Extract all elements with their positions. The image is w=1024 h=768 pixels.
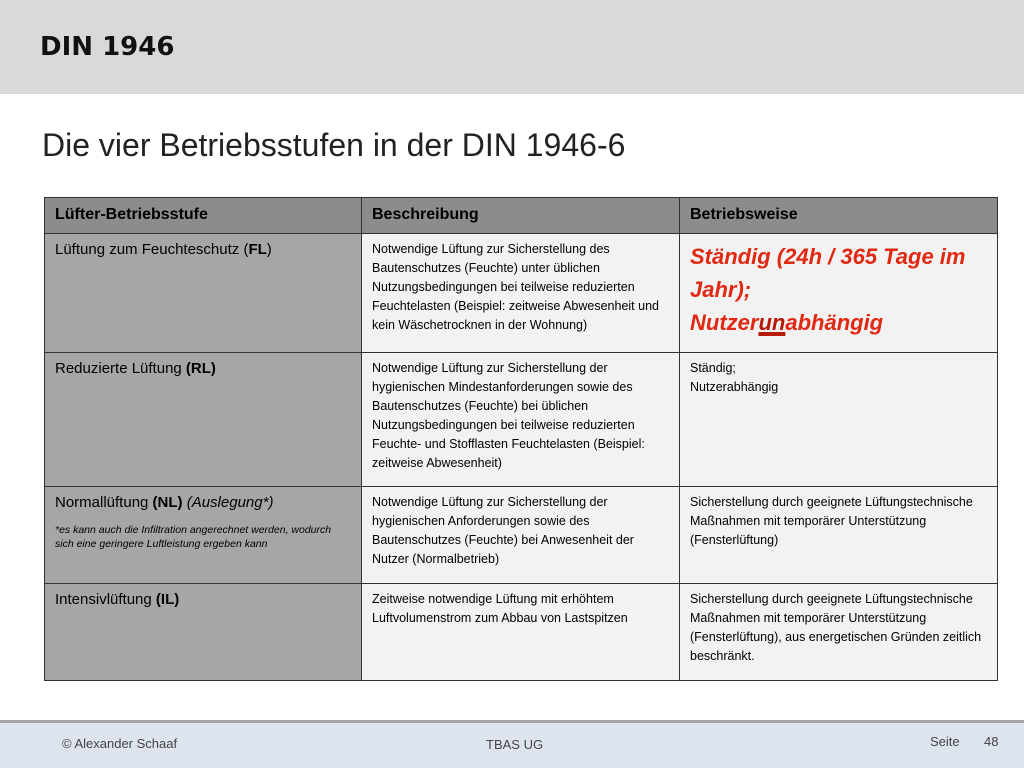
stage-abbr: (NL): [152, 494, 183, 511]
mode-cell: [680, 234, 998, 353]
stage-name: Reduzierte Lüftung: [55, 360, 186, 377]
stage-cell: [45, 584, 362, 681]
stage-abbr: FL: [248, 241, 267, 258]
slide-title: Die vier Betriebsstufen in der DIN 1946-6: [42, 127, 626, 163]
operating-stages-table: [44, 197, 998, 681]
table-row: [45, 487, 998, 584]
stage-name: Lüftung zum Feuchteschutz (: [55, 241, 249, 258]
header-band: [0, 0, 1024, 94]
table-row: [45, 353, 998, 487]
stage-abbr: (RL): [185, 360, 216, 377]
mode-cell: [680, 353, 998, 487]
header-title: DIN 1946: [40, 32, 175, 62]
table-row: [45, 584, 998, 681]
stage-name: Intensivlüftung: [55, 591, 156, 608]
mode-line-2-pre: Nutzer: [690, 310, 759, 335]
stage-footnote: *es kann auch die Infiltration angerechnet werden, wodurch sich eine geringere Luftleistung ergeben kann: [55, 524, 332, 550]
stage-cell: [45, 353, 362, 487]
mode-line-2: Nutzerabhängig: [690, 380, 779, 394]
footer-copyright: © Alexander Schaaf: [62, 736, 178, 751]
description-cell: Notwendige Lüftung zur Sicherstellung der hygienischen Anforderungen sowie des Bautenschutzes (Feuchte) bei Anwesenheit der Nutzer (Normalbetrieb): [362, 487, 680, 584]
footer-page-label: Seite: [930, 734, 960, 749]
stage-paren: (Auslegung*): [182, 494, 274, 511]
mode-line-1: Ständig (24h / 365 Tage im Jahr);: [690, 244, 966, 302]
header-stage: Lüfter-Betriebsstufe: [45, 198, 362, 234]
description-cell: Notwendige Lüftung zur Sicherstellung des Bautenschutzes (Feuchte) unter üblichen Nutzungsbedingungen bei teilweise reduzierten Feuchtelasten (Beispiel: zeitweise Abwesenheit und kein Wäschetrocknen in der Wohnung): [362, 234, 680, 353]
footer-bar: [0, 723, 1024, 768]
stage-cell: [45, 487, 362, 584]
mode-cell: Sicherstellung durch geeignete Lüftungstechnische Maßnahmen mit temporärer Unterstützung (Fensterlüftung): [680, 487, 998, 584]
description-cell: Zeitweise notwendige Lüftung mit erhöhtem Luftvolumenstrom zum Abbau von Lastspitzen: [362, 584, 680, 681]
header-mode: Betriebsweise: [680, 198, 998, 234]
mode-line-2-un: un: [758, 310, 786, 335]
mode-cell: Sicherstellung durch geeignete Lüftungstechnische Maßnahmen mit temporärer Unterstützung (Fensterlüftung), aus energetischen Gründen zeitlich beschränkt.: [680, 584, 998, 681]
stage-close: ): [266, 241, 272, 258]
mode-line-2-post: abhängig: [785, 310, 884, 335]
stage-abbr: (IL): [155, 591, 180, 608]
table-row: [45, 234, 998, 353]
footer-page-number: 48: [984, 734, 999, 749]
header-description: Beschreibung: [362, 198, 680, 234]
stage-cell: [45, 234, 362, 353]
description-cell: Notwendige Lüftung zur Sicherstellung der hygienischen Mindestanforderungen sowie des Bautenschutzes (Feuchte) bei üblichen Nutzungsbedingungen bei teilweise reduzierten Feuchte- und Stofflasten Feuchtelasten (Beispiel: zeitweise Abwesenheit): [362, 353, 680, 487]
mode-highlight: [690, 240, 987, 339]
footer-company: TBAS UG: [486, 737, 544, 752]
mode-line-1: Ständig;: [690, 361, 736, 375]
stage-name: Normallüftung: [55, 494, 153, 511]
table-header-row: [45, 198, 998, 234]
